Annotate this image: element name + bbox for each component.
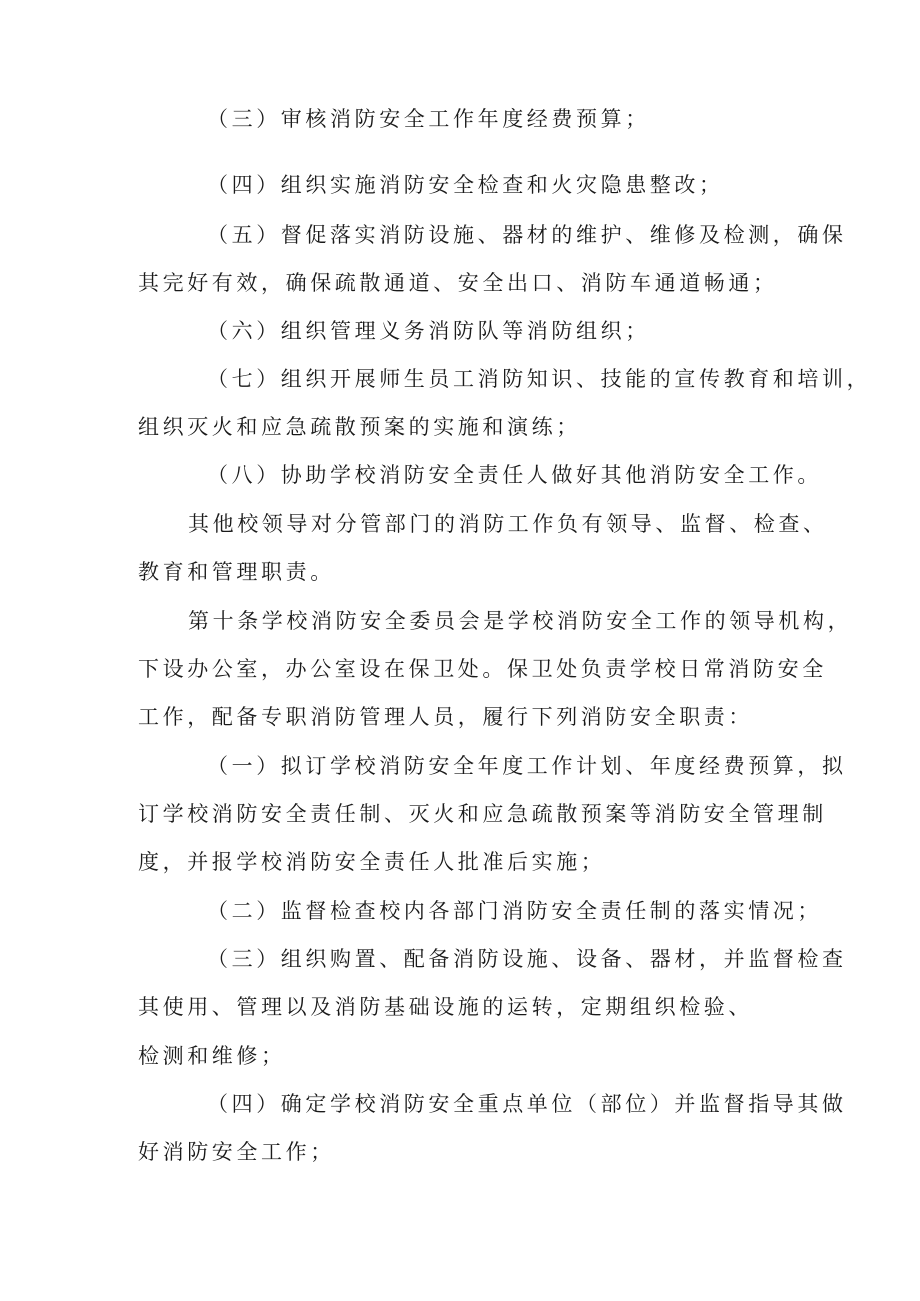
article-10-line-3: 工作，配备专职消防管理人员，履行下列消防安全职责： (138, 705, 753, 729)
paragraph-4-inspection: （四）组织实施消防安全检查和火灾隐患整改； (207, 173, 724, 197)
duty-1-line-2: 订学校消防安全责任制、灭火和应急疏散预案等消防安全管理制 (138, 802, 827, 826)
paragraph-3-audit-budget: （三）审核消防安全工作年度经费预算； (207, 107, 650, 131)
duty-4-line-2: 好消防安全工作； (138, 1140, 335, 1164)
duty-1-line-3: 度，并报学校消防安全责任人批准后实施； (138, 850, 606, 874)
duty-3-line-1: （三）组织购置、配备消防设施、设备、器材，并监督检查 (207, 947, 847, 971)
paragraph-7-line-2: 组织灭火和应急疏散预案的实施和演练； (138, 415, 581, 439)
paragraph-5-line-1: （五）督促落实消防设施、器材的维护、维修及检测，确保 (207, 223, 847, 247)
paragraph-5-line-2: 其完好有效，确保疏散通道、安全出口、消防车通道畅通； (138, 271, 778, 295)
paragraph-8-assist: （八）协助学校消防安全责任人做好其他消防安全工作。 (207, 463, 822, 487)
duty-3-line-2: 其使用、管理以及消防基础设施的运转，定期组织检验、 (138, 995, 753, 1019)
paragraph-7-line-1: （七）组织开展师生员工消防知识、技能的宣传教育和培训， (207, 367, 872, 391)
paragraph-other-leaders-line-2: 教育和管理职责。 (138, 560, 335, 584)
duty-3-line-3: 检测和维修； (138, 1044, 286, 1068)
article-10-line-2: 下设办公室，办公室设在保卫处。保卫处负责学校日常消防安全 (138, 657, 827, 681)
article-10-line-1: 第十条学校消防安全委员会是学校消防安全工作的领导机构， (188, 609, 853, 633)
duty-1-line-1: （一）拟订学校消防安全年度工作计划、年度经费预算，拟 (207, 754, 847, 778)
paragraph-6-fire-brigade: （六）组织管理义务消防队等消防组织； (207, 319, 650, 343)
duty-4-line-1: （四）确定学校消防安全重点单位（部位）并监督指导其做 (207, 1092, 847, 1116)
duty-2-supervise: （二）监督检查校内各部门消防安全责任制的落实情况； (207, 899, 822, 923)
paragraph-other-leaders-line-1: 其他校领导对分管部门的消防工作负有领导、监督、检查、 (188, 512, 828, 536)
